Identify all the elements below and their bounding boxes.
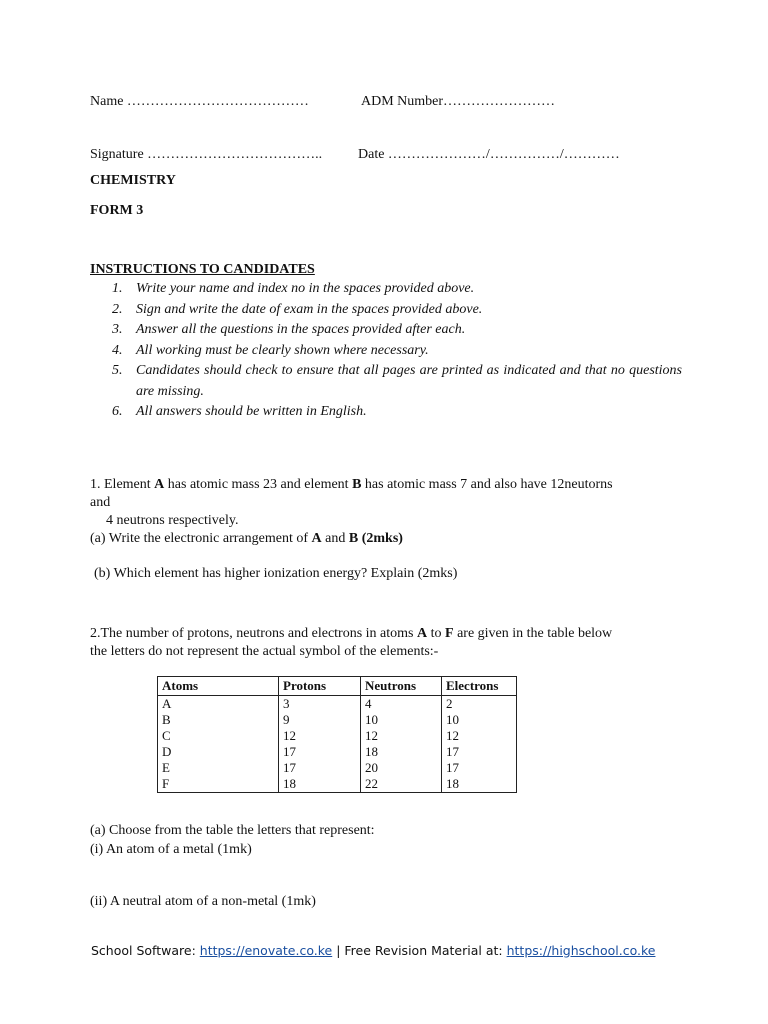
q2-text: are given in the table below bbox=[453, 626, 613, 641]
question-2a: (a) Choose from the table the letters that represent: bbox=[90, 823, 375, 838]
table-cell: 4 bbox=[361, 696, 442, 713]
instruction-item bbox=[112, 402, 682, 423]
table-header-cell: Electrons bbox=[442, 677, 517, 696]
instruction-number: 4. bbox=[112, 342, 123, 358]
table-cell: C bbox=[158, 728, 279, 744]
enovate-link[interactable]: https://enovate.co.ke bbox=[199, 943, 333, 958]
instruction-number: 5. bbox=[112, 363, 123, 378]
table-cell: 17 bbox=[279, 760, 361, 776]
table-header-row bbox=[158, 677, 517, 696]
q2-text: 2.The number of protons, neutrons and electrons in atoms bbox=[90, 626, 417, 641]
question-2a-i: (i) An atom of a metal (1mk) bbox=[90, 842, 252, 857]
instruction-text: All answers should be written in English. bbox=[136, 404, 367, 419]
atom-f-label: F bbox=[445, 626, 454, 641]
atoms-table bbox=[157, 676, 517, 793]
element-b-label: B bbox=[348, 531, 359, 546]
q1a-marks: (2mks) bbox=[358, 531, 403, 546]
q1-text: has atomic mass 23 and element bbox=[164, 477, 353, 492]
table-cell: 18 bbox=[442, 776, 517, 793]
instruction-number: 3. bbox=[112, 322, 123, 337]
table-row bbox=[158, 760, 517, 776]
q1a-text: and bbox=[321, 531, 349, 546]
table-cell: 12 bbox=[279, 728, 361, 744]
table-row bbox=[158, 744, 517, 760]
q1-text: has atomic mass 7 and also have 12neutorns bbox=[361, 477, 613, 492]
table-cell: 2 bbox=[442, 696, 517, 713]
instruction-text: Sign and write the date of exam in the spaces provided above. bbox=[136, 301, 483, 317]
footer-prefix: School Software: bbox=[91, 943, 200, 958]
instruction-text: All working must be clearly shown where necessary. bbox=[136, 342, 429, 358]
instruction-number: 6. bbox=[112, 404, 123, 419]
table-cell: 10 bbox=[361, 712, 442, 728]
question-1-stem-line2: and bbox=[90, 495, 111, 510]
table-cell: 12 bbox=[361, 728, 442, 744]
question-1-stem bbox=[90, 477, 613, 493]
question-1a bbox=[90, 531, 403, 547]
instructions-heading: INSTRUCTIONS TO CANDIDATES bbox=[90, 262, 315, 277]
page-footer bbox=[91, 943, 655, 958]
element-b-label: B bbox=[352, 477, 362, 492]
instruction-item bbox=[112, 300, 682, 321]
table-header-cell: Neutrons bbox=[361, 677, 442, 696]
instruction-item bbox=[112, 320, 682, 341]
table-cell: 12 bbox=[442, 728, 517, 744]
atom-a-label: A bbox=[416, 626, 428, 641]
table-row bbox=[158, 696, 517, 713]
instruction-item bbox=[112, 341, 682, 362]
table-header-cell: Protons bbox=[279, 677, 361, 696]
table-cell: E bbox=[158, 760, 279, 776]
q1a-text: (a) Write the electronic arrangement of bbox=[90, 531, 312, 546]
table-row bbox=[158, 728, 517, 744]
question-1b: (b) Which element has higher ionization energy? Explain (2mks) bbox=[94, 566, 458, 581]
signature-field-label: Signature ……………………………….. bbox=[90, 147, 323, 162]
question-2a-ii: (ii) A neutral atom of a non-metal (1mk) bbox=[90, 894, 316, 909]
table-row bbox=[158, 712, 517, 728]
instruction-text: Answer all the questions in the spaces provided after each. bbox=[136, 322, 466, 337]
element-a-label: A bbox=[154, 477, 165, 492]
instruction-item bbox=[112, 279, 682, 300]
table-cell: 22 bbox=[361, 776, 442, 793]
adm-number-field-label: ADM Number…………………… bbox=[361, 94, 556, 109]
table-cell: 9 bbox=[279, 712, 361, 728]
question-2-stem bbox=[90, 626, 612, 642]
table-cell: 17 bbox=[442, 760, 517, 776]
table-header-cell: Atoms bbox=[158, 677, 279, 696]
question-1-stem-line3: 4 neutrons respectively. bbox=[106, 513, 239, 528]
q2-text: to bbox=[427, 626, 445, 641]
table-cell: D bbox=[158, 744, 279, 760]
date-field-label: Date …………………/……………/………… bbox=[358, 147, 620, 162]
instruction-item bbox=[112, 361, 682, 402]
instruction-number: 2. bbox=[112, 301, 123, 317]
question-2-stem-line2: the letters do not represent the actual symbol of the elements:- bbox=[90, 644, 439, 659]
table-cell: 10 bbox=[442, 712, 517, 728]
subject-title: CHEMISTRY bbox=[90, 173, 176, 188]
instruction-text: Candidates should check to ensure that all pages are printed as indicated and that no questions are missing. bbox=[136, 363, 682, 399]
table-cell: 18 bbox=[361, 744, 442, 760]
instruction-number: 1. bbox=[112, 281, 123, 296]
table-cell: 3 bbox=[279, 696, 361, 713]
highschool-link[interactable]: https://highschool.co.ke bbox=[506, 943, 656, 958]
name-field-label: Name ………………………………… bbox=[90, 94, 309, 109]
table-row bbox=[158, 776, 517, 793]
table-cell: 17 bbox=[442, 744, 517, 760]
table-cell: 20 bbox=[361, 760, 442, 776]
element-a-label: A bbox=[311, 531, 322, 546]
form-title: FORM 3 bbox=[90, 203, 144, 218]
table-cell: B bbox=[158, 712, 279, 728]
table-cell: 17 bbox=[279, 744, 361, 760]
instructions-list bbox=[112, 279, 682, 423]
q1-text: 1. Element bbox=[90, 477, 155, 492]
table-cell: 18 bbox=[279, 776, 361, 793]
instruction-text: Write your name and index no in the spaces provided above. bbox=[136, 281, 475, 296]
table-cell: A bbox=[158, 696, 279, 713]
footer-middle: | Free Revision Material at: bbox=[332, 943, 507, 958]
table-cell: F bbox=[158, 776, 279, 793]
